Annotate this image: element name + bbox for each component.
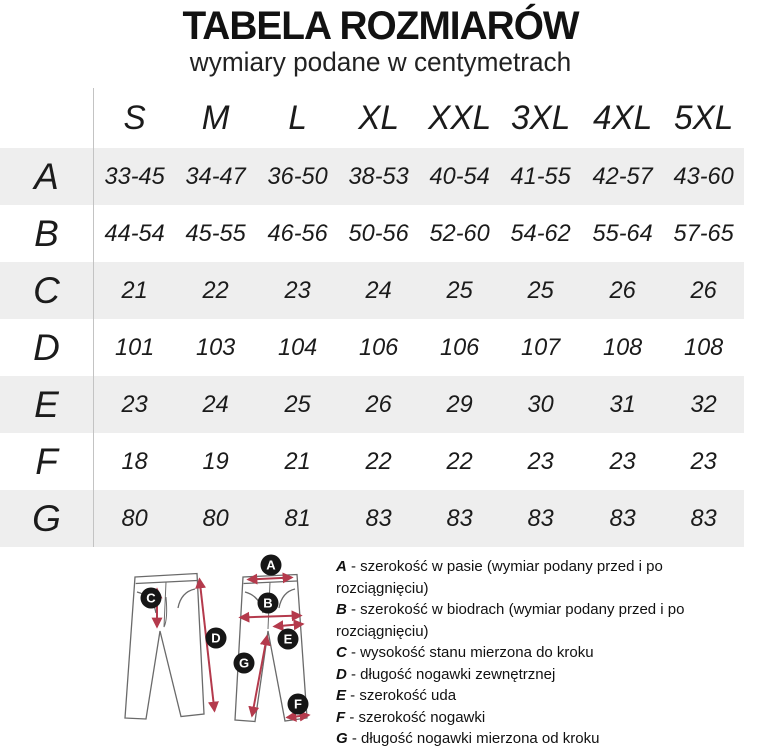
table-cell: 25 <box>446 276 473 304</box>
table-cell: 54-62 <box>510 219 571 247</box>
table-cell: 108 <box>602 333 642 361</box>
table-cell: 33-45 <box>104 162 165 190</box>
table-cell: 57-65 <box>673 219 734 247</box>
table-header-row <box>0 88 744 148</box>
table-cell: 26 <box>690 276 717 304</box>
table-cell: 50-56 <box>348 219 409 247</box>
legend-text: - długość nogawki zewnętrznej <box>346 665 556 683</box>
measure-marker-a <box>261 555 282 576</box>
table-cell: 83 <box>446 504 473 532</box>
legend-item <box>336 685 738 707</box>
table-cell: 45-55 <box>185 219 246 247</box>
legend-key: C <box>336 644 347 661</box>
measure-marker-f <box>288 694 309 715</box>
legend-item <box>336 664 738 686</box>
table-cell: 80 <box>202 504 229 532</box>
row-label: D <box>0 319 94 376</box>
column-header: XXL <box>428 98 492 137</box>
table-cell: 22 <box>202 276 229 304</box>
legend-item <box>336 599 738 642</box>
column-header: L <box>287 98 307 137</box>
table-cell: 21 <box>284 447 311 475</box>
table-cell: 26 <box>365 390 392 418</box>
legend-item <box>336 707 738 729</box>
page-subtitle: wymiary podane w centymetrach <box>189 47 572 77</box>
table-cell: 83 <box>365 504 392 532</box>
table-cell: 101 <box>114 333 155 361</box>
table-cell: 42-57 <box>592 162 653 190</box>
measure-marker-c <box>141 588 162 609</box>
table-row <box>0 148 744 205</box>
table-cell: 46-56 <box>267 219 328 247</box>
table-row <box>0 262 744 319</box>
legend-key: G <box>336 730 348 747</box>
pants-front-view <box>125 574 204 720</box>
table-cell: 43-60 <box>673 162 734 190</box>
table-cell: 24 <box>202 390 229 418</box>
legend-item <box>336 728 738 750</box>
table-cell: 23 <box>284 276 311 304</box>
table-cell: 52-60 <box>429 219 490 247</box>
svg-text:E: E <box>283 631 293 647</box>
table-cell: 22 <box>365 447 392 475</box>
table-cell: 107 <box>521 333 561 361</box>
measure-marker-b <box>258 593 279 614</box>
legend-key: E <box>336 687 347 704</box>
legend-key: D <box>336 665 347 683</box>
svg-text:G: G <box>238 655 250 671</box>
table-row <box>0 319 744 376</box>
legend-item <box>336 556 738 599</box>
row-label: G <box>0 490 94 547</box>
row-label: C <box>0 262 94 319</box>
size-table <box>0 88 761 547</box>
table-row <box>0 376 744 433</box>
table-cell: 36-50 <box>267 162 328 190</box>
table-cell: 25 <box>284 390 311 418</box>
table-cell: 31 <box>609 390 636 418</box>
table-cell: 81 <box>284 504 311 532</box>
measure-marker-d <box>206 628 227 649</box>
table-cell: 34-47 <box>185 162 246 190</box>
table-cell: 55-64 <box>592 219 653 247</box>
legend-text: - szerokość w biodrach (wymiar podany przed i po rozciągnięciu) <box>336 601 685 640</box>
table-cell: 106 <box>358 333 398 361</box>
table-cell: 41-55 <box>510 162 571 190</box>
column-header: S <box>123 98 146 137</box>
legend-text: - długość nogawki mierzona od kroku <box>347 730 600 747</box>
column-header: 5XL <box>673 98 734 137</box>
svg-text:C: C <box>146 590 156 606</box>
table-cell: 29 <box>446 390 473 418</box>
measurement-legend <box>336 556 738 750</box>
row-label-header <box>0 88 94 148</box>
row-label: E <box>0 376 94 433</box>
table-cell: 22 <box>446 447 473 475</box>
legend-text: - szerokość nogawki <box>345 708 486 726</box>
table-cell: 103 <box>196 333 236 361</box>
legend-text: - wysokość stanu mierzona do kroku <box>346 644 594 661</box>
legend-key: A <box>336 558 347 575</box>
table-cell: 38-53 <box>348 162 409 190</box>
legend-item <box>336 642 738 664</box>
table-cell: 21 <box>121 276 148 304</box>
svg-text:B: B <box>263 595 273 611</box>
table-cell: 23 <box>527 447 554 475</box>
column-header: 3XL <box>511 98 571 137</box>
row-label: F <box>0 433 94 490</box>
table-cell: 23 <box>609 447 636 475</box>
measure-marker-g <box>234 653 255 674</box>
table-cell: 44-54 <box>104 219 165 247</box>
table-cell: 104 <box>277 333 317 361</box>
table-cell: 83 <box>527 504 554 532</box>
table-row <box>0 433 744 490</box>
column-header: M <box>201 98 230 137</box>
legend-key: F <box>336 708 346 726</box>
header <box>0 0 761 78</box>
legend-text: - szerokość w pasie (wymiar podany przed i po rozciągnięciu) <box>336 558 663 597</box>
svg-text:F: F <box>294 696 302 712</box>
table-cell: 83 <box>690 504 717 532</box>
table-row <box>0 205 744 262</box>
table-cell: 40-54 <box>429 162 490 190</box>
table-cell: 26 <box>609 276 636 304</box>
svg-text:D: D <box>211 630 221 646</box>
column-header: 4XL <box>592 98 652 137</box>
table-cell: 24 <box>365 276 392 304</box>
row-label: B <box>0 205 94 262</box>
pants-measurement-diagram <box>108 551 320 735</box>
table-cell: 25 <box>527 276 554 304</box>
row-label: A <box>0 148 94 205</box>
table-cell: 80 <box>121 504 148 532</box>
table-cell: 108 <box>683 333 723 361</box>
measure-marker-e <box>278 629 299 650</box>
table-cell: 106 <box>439 333 480 361</box>
table-cell: 23 <box>690 447 717 475</box>
column-header: XL <box>357 98 399 137</box>
table-cell: 30 <box>527 390 554 418</box>
legend-key: B <box>336 601 347 618</box>
page-title: TABELA ROZMIARÓW <box>182 4 579 48</box>
table-cell: 83 <box>609 504 636 532</box>
table-cell: 32 <box>690 390 717 418</box>
table-cell: 23 <box>121 390 148 418</box>
table-row <box>0 490 744 547</box>
table-cell: 18 <box>121 447 148 475</box>
legend-text: - szerokość uda <box>346 687 457 704</box>
svg-text:A: A <box>266 557 276 573</box>
table-cell: 19 <box>202 447 229 475</box>
